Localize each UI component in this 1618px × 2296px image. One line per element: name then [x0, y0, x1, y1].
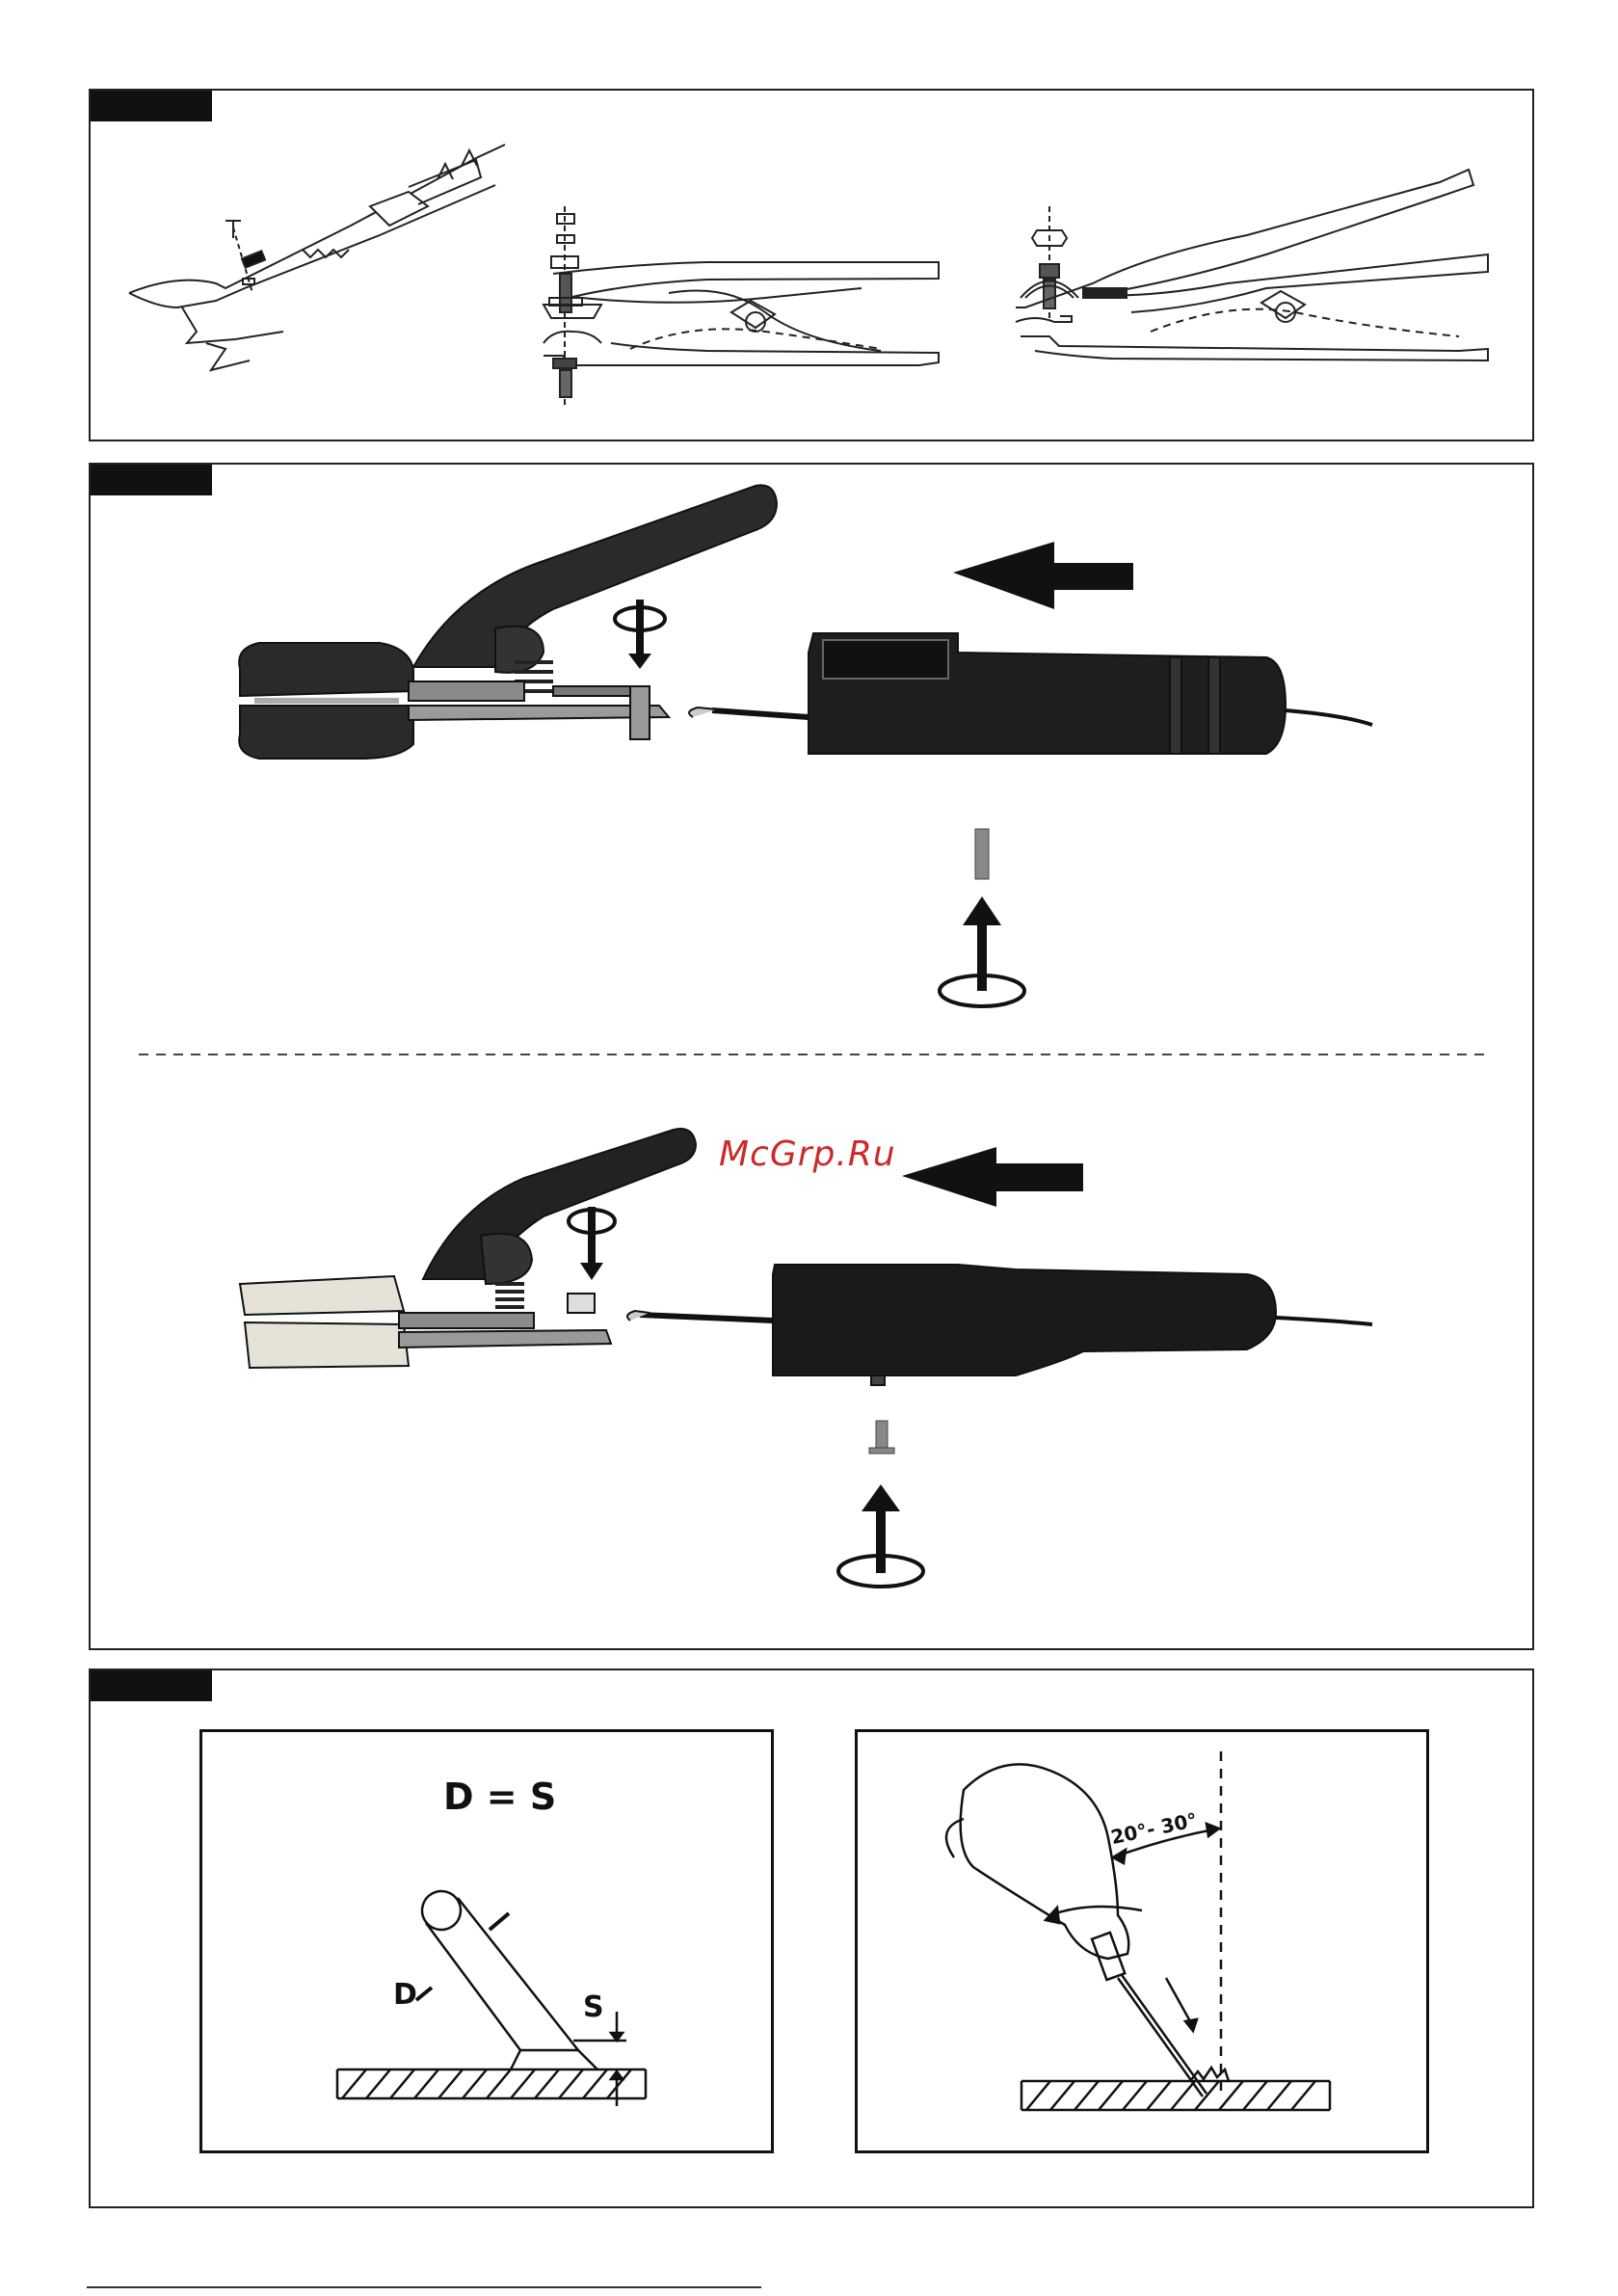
screw-icon [975, 829, 989, 879]
figure-panel-3 [89, 1669, 1534, 2208]
arrow-left-icon [902, 1147, 1083, 1207]
electrode-holder-illustrations [91, 465, 1536, 1652]
cable-connector-photo [627, 1265, 1372, 1385]
figure-tab-3 [91, 1670, 212, 1701]
rotate-arrow-icon [940, 896, 1024, 1006]
figure-panel-1 [89, 89, 1534, 441]
footer-rule [87, 2286, 761, 2288]
electrode-holder-photo [240, 1129, 696, 1368]
screw-icon [869, 1421, 894, 1454]
clamp-drawing-2-icon [544, 206, 939, 409]
welding-angle-diagram [858, 1732, 1432, 2156]
welding-angle-box [855, 1729, 1429, 2153]
electrode-holder-photo [239, 485, 777, 759]
clamp-drawing-3-icon [1016, 170, 1488, 360]
clamp-drawing-1-icon [129, 145, 505, 370]
clamp-drawings [91, 91, 1536, 443]
watermark-text: McGrp.Ru [719, 1135, 896, 1174]
formula-d-equals-s: D = S [443, 1775, 557, 1818]
angle-label: 20°- 30° [1108, 1807, 1200, 1850]
label-s: S [583, 1990, 604, 2024]
label-d: D [393, 1978, 417, 2012]
electrode-angle-diagram [202, 1732, 777, 2156]
arrow-left-icon [953, 542, 1133, 609]
rotate-arrow-icon [615, 600, 665, 669]
rotate-arrow-icon [569, 1207, 615, 1280]
electrode-diameter-box [199, 1729, 774, 2153]
figure-panel-2 [89, 463, 1534, 1650]
cable-connector-photo [689, 633, 1372, 754]
rotate-arrow-icon [838, 1484, 923, 1587]
